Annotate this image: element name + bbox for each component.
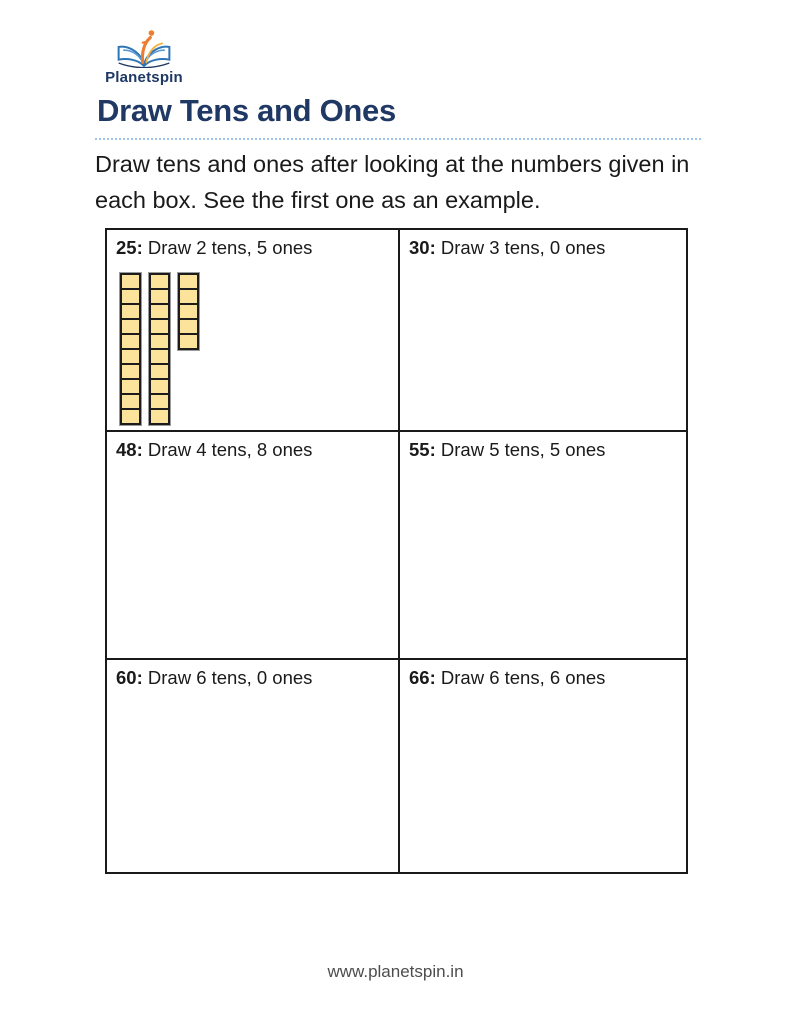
worksheet-cell-66 [400, 660, 686, 872]
ones-rod [177, 272, 200, 351]
cell-number: 66: [409, 667, 436, 688]
unit-square [178, 333, 199, 350]
cell-number: 48: [116, 439, 143, 460]
page-title: Draw Tens and Ones [97, 93, 396, 128]
brand-name: Planetspin [105, 69, 183, 86]
unit-square [149, 408, 170, 425]
cell-task-text: Draw 3 tens, 0 ones [440, 237, 606, 258]
unit-square [120, 408, 141, 425]
cell-task-text: Draw 5 tens, 5 ones [440, 439, 606, 460]
footer-website: www.planetspin.in [327, 962, 464, 981]
brand-logo [100, 26, 188, 86]
cell-task-label [116, 437, 388, 463]
worksheet-cell-55 [400, 432, 686, 660]
worksheet-cell-60 [107, 660, 400, 872]
planetspin-book-icon [115, 26, 173, 68]
cell-task-text: Draw 2 tens, 5 ones [147, 237, 313, 258]
cell-task-label [409, 437, 676, 463]
instructions-text: Draw tens and ones after looking at the numbers given in each box. See the first one as an example. [95, 151, 690, 213]
title-separator [95, 138, 701, 140]
worksheet-cell-48 [107, 432, 400, 660]
cell-task-text: Draw 6 tens, 0 ones [147, 667, 313, 688]
cell-task-text: Draw 4 tens, 8 ones [147, 439, 313, 460]
cell-number: 60: [116, 667, 143, 688]
cell-task-label [116, 665, 388, 691]
worksheet-cell-25 [107, 230, 400, 432]
cell-task-text: Draw 6 tens, 6 ones [440, 667, 606, 688]
cell-task-label [116, 235, 388, 261]
cell-number: 55: [409, 439, 436, 460]
cell-number: 25: [116, 237, 143, 258]
worksheet-grid [105, 228, 688, 874]
cell-number: 30: [409, 237, 436, 258]
cell-task-label [409, 235, 676, 261]
ten-rod [148, 272, 171, 426]
ten-rod [119, 272, 142, 426]
worksheet-cell-30 [400, 230, 686, 432]
base-ten-blocks-area [119, 272, 388, 426]
cell-task-label [409, 665, 676, 691]
